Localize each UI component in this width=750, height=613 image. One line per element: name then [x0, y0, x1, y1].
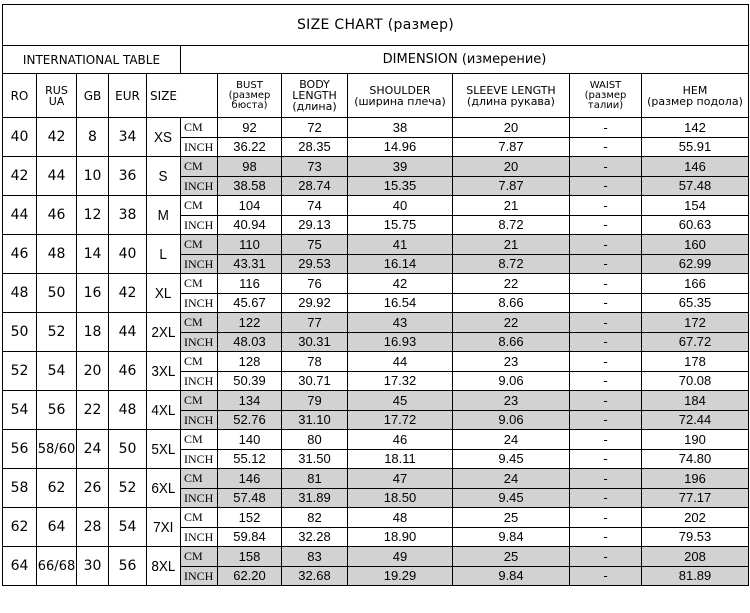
hem-inch: 77.17 [642, 488, 749, 508]
table-row [3, 352, 749, 372]
waist-cm: - [570, 352, 642, 372]
waist-cm: - [570, 235, 642, 255]
bust-cm: 122 [218, 313, 282, 333]
size-chart-table [2, 4, 749, 586]
rus-value: 44 [37, 157, 77, 196]
col-bust: BUST (размер бюста) [218, 74, 282, 118]
body-length-cm: 74 [282, 196, 348, 216]
unit-inch-label: INCH [181, 176, 218, 196]
bust-inch: 38.58 [218, 176, 282, 196]
shoulder-inch: 16.93 [348, 332, 453, 352]
unit-cm-label: CM [181, 196, 218, 216]
hem-inch: 67.72 [642, 332, 749, 352]
waist-inch: - [570, 566, 642, 586]
hem-inch: 55.91 [642, 137, 749, 157]
shoulder-cm: 40 [348, 196, 453, 216]
waist-inch: - [570, 293, 642, 313]
hem-cm: 142 [642, 118, 749, 138]
unit-inch-label: INCH [181, 527, 218, 547]
sleeve-length-inch: 9.06 [453, 371, 570, 391]
size-label-text: S [158, 167, 168, 185]
hem-inch: 57.48 [642, 176, 749, 196]
body-length-cm: 79 [282, 391, 348, 411]
table-row [3, 157, 749, 177]
shoulder-inch: 19.29 [348, 566, 453, 586]
gb-value: 26 [77, 469, 109, 508]
rus-value: 50 [37, 274, 77, 313]
ro-value: 40 [3, 118, 37, 157]
body-length-inch: 31.10 [282, 410, 348, 430]
shoulder-inch: 18.50 [348, 488, 453, 508]
size-label-text: 8XL [151, 557, 176, 575]
table-row [3, 391, 749, 411]
sleeve-length-cm: 24 [453, 469, 570, 489]
eur-value: 40 [109, 235, 147, 274]
sleeve-length-inch: 9.84 [453, 527, 570, 547]
ro-value: 64 [3, 547, 37, 586]
size-label [147, 469, 181, 508]
eur-value: 54 [109, 508, 147, 547]
size-label-text: 5XL [151, 440, 176, 458]
col-sleeve-length: SLEEVE LENGTH (длина рукава) [453, 74, 570, 118]
hem-cm: 202 [642, 508, 749, 528]
shoulder-inch: 16.54 [348, 293, 453, 313]
bust-inch: 62.20 [218, 566, 282, 586]
unit-inch-label: INCH [181, 215, 218, 235]
size-label-text: 2XL [151, 323, 176, 341]
hem-inch: 70.08 [642, 371, 749, 391]
size-label [147, 274, 181, 313]
hem-cm: 184 [642, 391, 749, 411]
gb-value: 16 [77, 274, 109, 313]
unit-inch-label: INCH [181, 566, 218, 586]
sleeve-length-cm: 20 [453, 118, 570, 138]
rus-value: 56 [37, 391, 77, 430]
hem-cm: 146 [642, 157, 749, 177]
hem-inch: 65.35 [642, 293, 749, 313]
body-length-inch: 30.71 [282, 371, 348, 391]
sleeve-length-inch: 8.66 [453, 293, 570, 313]
gb-value: 20 [77, 352, 109, 391]
eur-value: 42 [109, 274, 147, 313]
bust-cm: 146 [218, 469, 282, 489]
ro-value: 44 [3, 196, 37, 235]
shoulder-inch: 16.14 [348, 254, 453, 274]
table-row [3, 547, 749, 567]
rus-value: 46 [37, 196, 77, 235]
waist-inch: - [570, 371, 642, 391]
sleeve-length-inch: 8.72 [453, 254, 570, 274]
unit-cm-label: CM [181, 508, 218, 528]
eur-value: 34 [109, 118, 147, 157]
rus-value: 52 [37, 313, 77, 352]
sleeve-length-inch: 9.84 [453, 566, 570, 586]
size-label-text: 4XL [151, 401, 176, 419]
sleeve-length-inch: 7.87 [453, 137, 570, 157]
hem-cm: 196 [642, 469, 749, 489]
ro-value: 50 [3, 313, 37, 352]
bust-cm: 98 [218, 157, 282, 177]
body-length-cm: 82 [282, 508, 348, 528]
size-label-text: M [157, 206, 170, 224]
unit-cm-label: CM [181, 274, 218, 294]
size-label [147, 118, 181, 157]
col-gb: GB [77, 74, 109, 118]
col-shoulder: SHOULDER (ширина плеча) [348, 74, 453, 118]
body-length-cm: 76 [282, 274, 348, 294]
sleeve-length-inch: 8.66 [453, 332, 570, 352]
body-length-inch: 30.31 [282, 332, 348, 352]
sleeve-length-cm: 21 [453, 196, 570, 216]
sleeve-length-cm: 24 [453, 430, 570, 450]
table-row [3, 118, 749, 138]
table-row [3, 235, 749, 255]
unit-cm-label: CM [181, 118, 218, 138]
bust-cm: 134 [218, 391, 282, 411]
size-label [147, 391, 181, 430]
col-body-length: BODY LENGTH (длина) [282, 74, 348, 118]
hem-inch: 79.53 [642, 527, 749, 547]
sleeve-length-cm: 25 [453, 508, 570, 528]
bust-inch: 40.94 [218, 215, 282, 235]
col-waist: WAIST (размер талии) [570, 74, 642, 118]
body-length-inch: 32.68 [282, 566, 348, 586]
unit-cm-label: CM [181, 235, 218, 255]
size-label-text: 7XI [153, 518, 174, 536]
shoulder-cm: 39 [348, 157, 453, 177]
unit-inch-label: INCH [181, 293, 218, 313]
unit-cm-label: CM [181, 352, 218, 372]
waist-cm: - [570, 274, 642, 294]
gb-value: 24 [77, 430, 109, 469]
ro-value: 54 [3, 391, 37, 430]
unit-cm-label: CM [181, 547, 218, 567]
unit-inch-label: INCH [181, 488, 218, 508]
gb-value: 28 [77, 508, 109, 547]
sleeve-length-inch: 9.06 [453, 410, 570, 430]
shoulder-cm: 41 [348, 235, 453, 255]
sleeve-length-cm: 25 [453, 547, 570, 567]
gb-value: 8 [77, 118, 109, 157]
waist-cm: - [570, 313, 642, 333]
gb-value: 12 [77, 196, 109, 235]
body-length-cm: 77 [282, 313, 348, 333]
eur-value: 56 [109, 547, 147, 586]
size-label [147, 157, 181, 196]
sleeve-length-inch: 9.45 [453, 488, 570, 508]
waist-inch: - [570, 449, 642, 469]
gb-value: 14 [77, 235, 109, 274]
body-length-inch: 29.92 [282, 293, 348, 313]
gb-value: 22 [77, 391, 109, 430]
rus-value: 62 [37, 469, 77, 508]
size-label [147, 196, 181, 235]
hem-inch: 72.44 [642, 410, 749, 430]
bust-inch: 48.03 [218, 332, 282, 352]
body-length-cm: 78 [282, 352, 348, 372]
bust-inch: 36.22 [218, 137, 282, 157]
hem-cm: 166 [642, 274, 749, 294]
size-label-text: XS [154, 128, 173, 146]
shoulder-inch: 18.11 [348, 449, 453, 469]
unit-cm-label: CM [181, 469, 218, 489]
shoulder-inch: 14.96 [348, 137, 453, 157]
shoulder-cm: 45 [348, 391, 453, 411]
table-row [3, 430, 749, 450]
shoulder-cm: 46 [348, 430, 453, 450]
ro-value: 48 [3, 274, 37, 313]
hem-inch: 60.63 [642, 215, 749, 235]
body-length-inch: 31.50 [282, 449, 348, 469]
unit-cm-label: CM [181, 430, 218, 450]
size-label [147, 235, 181, 274]
gb-value: 30 [77, 547, 109, 586]
shoulder-cm: 47 [348, 469, 453, 489]
hem-cm: 154 [642, 196, 749, 216]
body-length-inch: 28.35 [282, 137, 348, 157]
chart-title: SIZE CHART (размер) [3, 5, 749, 46]
col-size: SIZE [147, 74, 218, 118]
ro-value: 52 [3, 352, 37, 391]
body-length-inch: 29.13 [282, 215, 348, 235]
shoulder-cm: 48 [348, 508, 453, 528]
rus-value: 66/68 [37, 547, 77, 586]
waist-cm: - [570, 430, 642, 450]
hem-cm: 208 [642, 547, 749, 567]
waist-inch: - [570, 332, 642, 352]
waist-inch: - [570, 488, 642, 508]
shoulder-inch: 17.32 [348, 371, 453, 391]
hem-inch: 62.99 [642, 254, 749, 274]
bust-cm: 92 [218, 118, 282, 138]
sleeve-length-cm: 21 [453, 235, 570, 255]
bust-inch: 45.67 [218, 293, 282, 313]
rus-value: 64 [37, 508, 77, 547]
shoulder-inch: 17.72 [348, 410, 453, 430]
bust-inch: 57.48 [218, 488, 282, 508]
eur-value: 46 [109, 352, 147, 391]
eur-value: 36 [109, 157, 147, 196]
body-length-cm: 80 [282, 430, 348, 450]
dimension-heading: DIMENSION (измерение) [181, 46, 749, 74]
bust-inch: 55.12 [218, 449, 282, 469]
bust-inch: 52.76 [218, 410, 282, 430]
table-row [3, 469, 749, 489]
size-label-text: 6XL [151, 479, 176, 497]
body-length-inch: 28.74 [282, 176, 348, 196]
shoulder-cm: 44 [348, 352, 453, 372]
size-label [147, 508, 181, 547]
waist-cm: - [570, 469, 642, 489]
col-ro: RO [3, 74, 37, 118]
size-label-text: 3XL [151, 362, 176, 380]
table-row [3, 274, 749, 294]
ro-value: 42 [3, 157, 37, 196]
table-row [3, 196, 749, 216]
sleeve-length-inch: 9.45 [453, 449, 570, 469]
bust-cm: 110 [218, 235, 282, 255]
size-label [147, 547, 181, 586]
bust-cm: 116 [218, 274, 282, 294]
waist-cm: - [570, 118, 642, 138]
sleeve-length-cm: 22 [453, 313, 570, 333]
shoulder-cm: 49 [348, 547, 453, 567]
unit-inch-label: INCH [181, 137, 218, 157]
size-label [147, 313, 181, 352]
bust-cm: 158 [218, 547, 282, 567]
sleeve-length-inch: 8.72 [453, 215, 570, 235]
hem-cm: 160 [642, 235, 749, 255]
hem-cm: 178 [642, 352, 749, 372]
unit-inch-label: INCH [181, 410, 218, 430]
bust-cm: 104 [218, 196, 282, 216]
body-length-inch: 32.28 [282, 527, 348, 547]
waist-cm: - [570, 547, 642, 567]
shoulder-cm: 43 [348, 313, 453, 333]
hem-inch: 74.80 [642, 449, 749, 469]
gb-value: 18 [77, 313, 109, 352]
hem-cm: 190 [642, 430, 749, 450]
bust-inch: 59.84 [218, 527, 282, 547]
sleeve-length-cm: 20 [453, 157, 570, 177]
size-label [147, 352, 181, 391]
body-length-inch: 31.89 [282, 488, 348, 508]
eur-value: 44 [109, 313, 147, 352]
shoulder-inch: 15.35 [348, 176, 453, 196]
bust-cm: 140 [218, 430, 282, 450]
waist-inch: - [570, 410, 642, 430]
unit-inch-label: INCH [181, 332, 218, 352]
waist-inch: - [570, 176, 642, 196]
table-row [3, 508, 749, 528]
waist-cm: - [570, 157, 642, 177]
body-length-inch: 29.53 [282, 254, 348, 274]
body-length-cm: 75 [282, 235, 348, 255]
rus-value: 54 [37, 352, 77, 391]
sleeve-length-cm: 23 [453, 352, 570, 372]
waist-inch: - [570, 527, 642, 547]
bust-inch: 43.31 [218, 254, 282, 274]
unit-cm-label: CM [181, 157, 218, 177]
shoulder-inch: 18.90 [348, 527, 453, 547]
shoulder-cm: 38 [348, 118, 453, 138]
waist-cm: - [570, 196, 642, 216]
eur-value: 52 [109, 469, 147, 508]
bust-cm: 152 [218, 508, 282, 528]
eur-value: 50 [109, 430, 147, 469]
size-chart [2, 4, 748, 609]
col-rus: RUS UA [37, 74, 77, 118]
unit-inch-label: INCH [181, 371, 218, 391]
waist-inch: - [570, 254, 642, 274]
waist-inch: - [570, 137, 642, 157]
hem-inch: 81.89 [642, 566, 749, 586]
sleeve-length-inch: 7.87 [453, 176, 570, 196]
unit-inch-label: INCH [181, 254, 218, 274]
body-length-cm: 72 [282, 118, 348, 138]
body-length-cm: 83 [282, 547, 348, 567]
ro-value: 56 [3, 430, 37, 469]
unit-cm-label: CM [181, 313, 218, 333]
rus-value: 42 [37, 118, 77, 157]
size-label-text: L [159, 245, 168, 263]
ro-value: 62 [3, 508, 37, 547]
table-row [3, 313, 749, 333]
col-hem: HEM (размер подола) [642, 74, 749, 118]
waist-inch: - [570, 215, 642, 235]
body-length-cm: 73 [282, 157, 348, 177]
ro-value: 46 [3, 235, 37, 274]
eur-value: 38 [109, 196, 147, 235]
bust-cm: 128 [218, 352, 282, 372]
shoulder-cm: 42 [348, 274, 453, 294]
rus-value: 48 [37, 235, 77, 274]
rus-value: 58/60 [37, 430, 77, 469]
unit-cm-label: CM [181, 391, 218, 411]
international-table-heading: INTERNATIONAL TABLE [3, 46, 181, 74]
col-eur: EUR [109, 74, 147, 118]
size-label-text: XL [155, 284, 172, 302]
ro-value: 58 [3, 469, 37, 508]
hem-cm: 172 [642, 313, 749, 333]
waist-cm: - [570, 508, 642, 528]
shoulder-inch: 15.75 [348, 215, 453, 235]
sleeve-length-cm: 23 [453, 391, 570, 411]
waist-cm: - [570, 391, 642, 411]
gb-value: 10 [77, 157, 109, 196]
bust-inch: 50.39 [218, 371, 282, 391]
eur-value: 48 [109, 391, 147, 430]
unit-inch-label: INCH [181, 449, 218, 469]
sleeve-length-cm: 22 [453, 274, 570, 294]
body-length-cm: 81 [282, 469, 348, 489]
size-label [147, 430, 181, 469]
